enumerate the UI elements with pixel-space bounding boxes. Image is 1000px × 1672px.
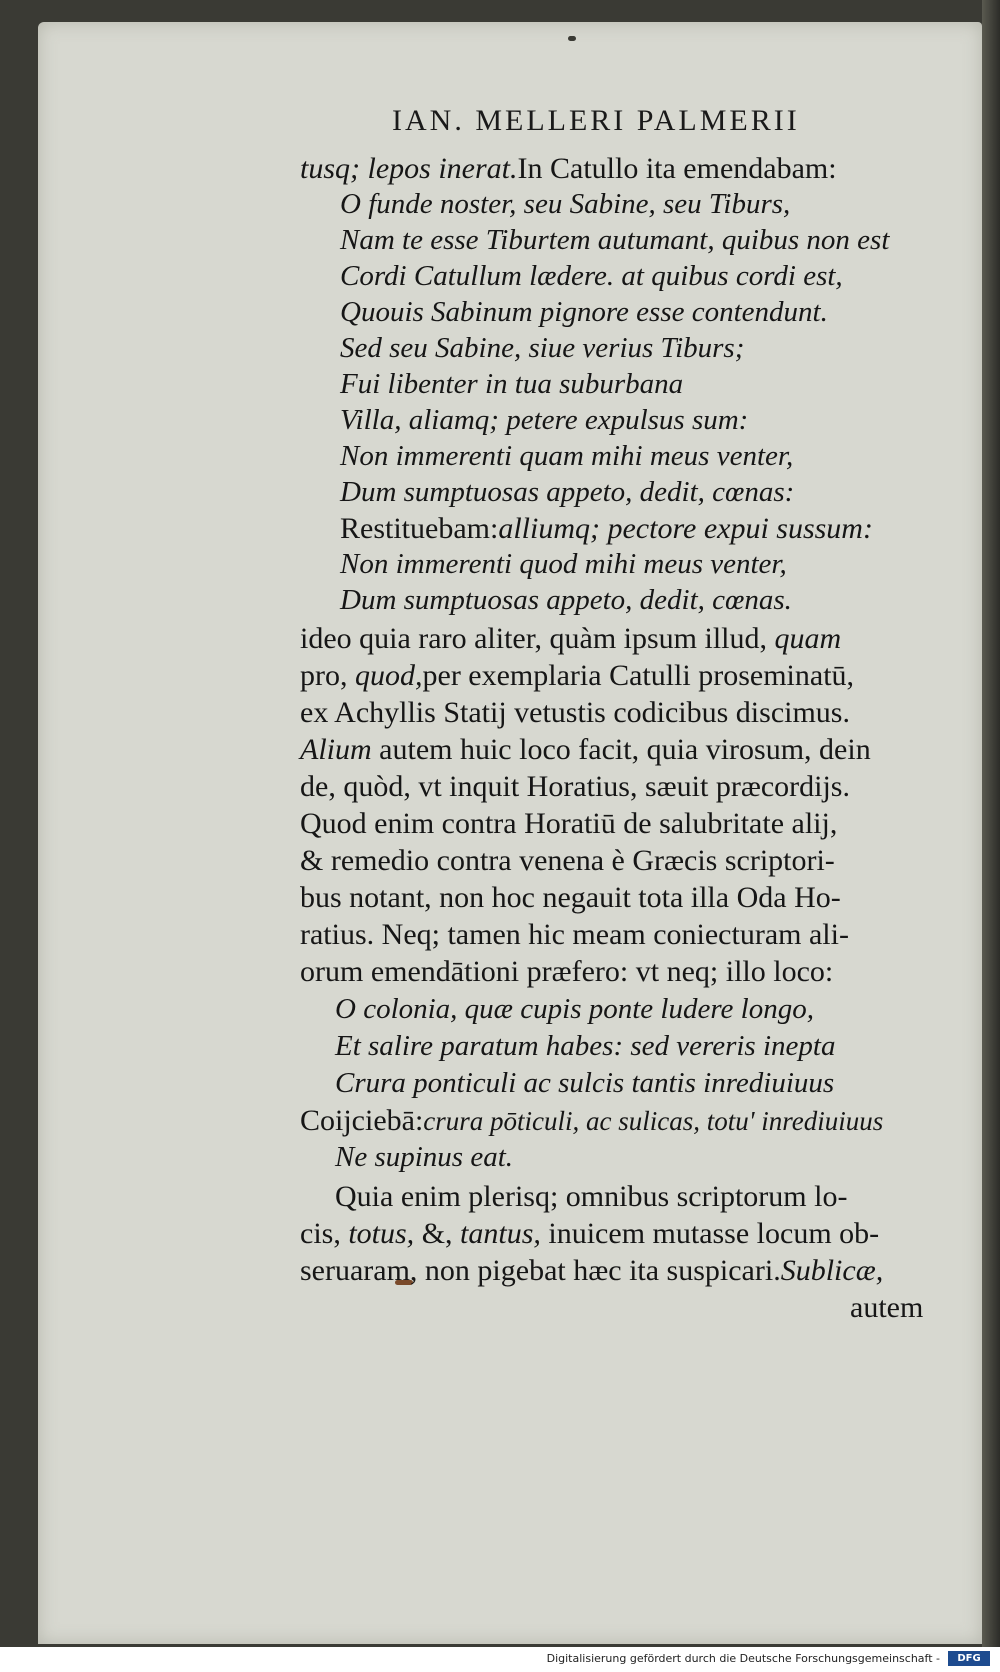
text-line-17 xyxy=(300,733,871,767)
inline-italic: tusq; lepos inerat. xyxy=(300,152,518,185)
verse-line: Quouis Sabinum pignore esse contendunt. xyxy=(340,296,828,328)
text-line-23: orum emendātioni præfero: vt neq; illo loco: xyxy=(300,955,834,988)
catchword: autem xyxy=(850,1291,924,1324)
inline-roman: Coijciebā: xyxy=(300,1104,424,1137)
ink-speck xyxy=(568,36,576,41)
verse-line: Dum sumptuosas appeto, dedit, cœnas. xyxy=(340,584,792,616)
inline-roman: autem huic loco facit, quia virosum, dein xyxy=(371,733,871,766)
verse-line: Nam te esse Tiburtem autumant, quibus non est xyxy=(340,224,890,256)
inline-italic: tantus, xyxy=(460,1217,541,1250)
verse-line: Fui libenter in tua suburbana xyxy=(340,368,684,400)
text-line-1 xyxy=(300,152,837,186)
inline-italic: quod, xyxy=(355,659,423,692)
inline-roman: Restituebam: xyxy=(340,512,499,545)
footer-credit: Digitalisierung gefördert durch die Deutsche Forschungsgemeinschaft - xyxy=(546,1652,940,1665)
inline-italic: Sublicæ, xyxy=(780,1254,884,1287)
verse-line: O colonia, quæ cupis ponte ludere longo, xyxy=(335,993,814,1025)
inline-roman: cis, xyxy=(300,1217,349,1250)
inline-italic: alliumq; pectore expui sussum: xyxy=(498,512,873,545)
verse-line: Ne supinus eat. xyxy=(335,1141,514,1173)
digitization-footer xyxy=(0,1647,1000,1672)
text-line-31 xyxy=(300,1254,883,1288)
inline-italic: crura pōticuli, ac sulicas, totu' inrediuiuus xyxy=(423,1106,884,1136)
inline-roman: per exemplaria Catulli proseminatū, xyxy=(422,659,855,692)
verse-line: O funde noster, seu Sabine, seu Tiburs, xyxy=(340,188,791,220)
verse-line: Sed seu Sabine, siue verius Tiburs; xyxy=(340,332,745,364)
verse-line: Non immerenti quam mihi meus venter, xyxy=(340,440,794,472)
inline-roman: In Catullo ita emendabam: xyxy=(517,152,837,185)
running-header: IAN. MELLERI PALMERII xyxy=(392,104,800,137)
text-line-19: Quod enim contra Horatiū de salubritate alij, xyxy=(300,807,838,840)
verse-line: Et salire paratum habes: sed vereris inepta xyxy=(335,1030,836,1062)
text-line-11 xyxy=(340,512,873,546)
inline-roman: ideo quia raro aliter, quàm ipsum illud, xyxy=(300,622,775,655)
inline-roman: &, xyxy=(414,1217,461,1250)
verse-line: Non immerenti quod mihi meus venter, xyxy=(340,548,787,580)
inline-italic: totus, xyxy=(348,1217,415,1250)
text-line-29: Quia enim plerisq; omnibus scriptorum lo- xyxy=(335,1180,848,1213)
text-line-30 xyxy=(300,1217,879,1251)
page-gutter xyxy=(982,0,1000,1647)
inline-roman: seruaram, non pigebat hæc ita suspicari. xyxy=(300,1254,781,1287)
text-line-27 xyxy=(300,1104,883,1138)
verse-line: Cordi Catullum lædere. at quibus cordi est, xyxy=(340,260,843,292)
dfg-logo: DFG xyxy=(948,1651,990,1666)
text-line-18: de, quòd, vt inquit Horatius, sæuit præcordijs. xyxy=(300,770,850,803)
verse-line: Crura ponticuli ac sulcis tantis inrediuiuus xyxy=(335,1067,835,1099)
text-line-22: ratius. Neq; tamen hic meam coniecturam ali- xyxy=(300,918,849,951)
text-line-20: & remedio contra venena è Græcis scriptori- xyxy=(300,844,835,877)
inline-italic: quam xyxy=(774,622,842,655)
inline-roman: pro, xyxy=(300,659,355,692)
text-line-21: bus notant, non hoc negauit tota illa Oda Ho- xyxy=(300,881,841,914)
text-line-15 xyxy=(300,659,854,693)
text-line-14 xyxy=(300,622,841,656)
inline-roman: inuicem mutasse locum ob- xyxy=(540,1217,880,1250)
inline-italic: Alium xyxy=(300,733,372,766)
verse-line: Villa, aliamq; petere expulsus sum: xyxy=(340,404,749,436)
text-line-16: ex Achyllis Statij vetustis codicibus discimus. xyxy=(300,696,850,729)
verse-line: Dum sumptuosas appeto, dedit, cœnas: xyxy=(340,476,795,508)
